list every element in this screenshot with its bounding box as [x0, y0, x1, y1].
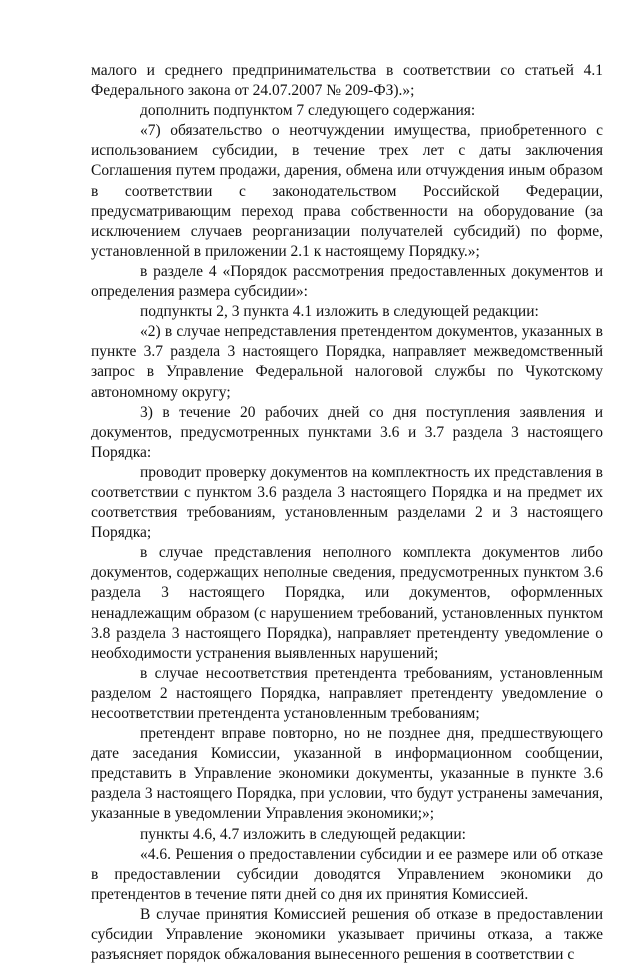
paragraph-noncompliance: в случае несоответствия претендента требованиям, установленным разделом 2 настоящего Порядка, направляет претенденту уведомление о несоответствии претендента установленным требованиям;	[91, 664, 603, 722]
paragraph-subpoint-2: «2) в случае непредставления претендентом документов, указанных в пункте 3.7 раздела 3 настоящего Порядка, направляет межведомственный запрос в Управление Федеральной налоговой службы по Чукотскому автономному округу;	[91, 323, 603, 401]
paragraph-document-check: проводит проверку документов на комплектность их представления в соответствии с пунктом 3.6 раздела 3 настоящего Порядка и на предмет их соответствия требованиям, установленным разделами 2 и 3 настоящего Порядка;	[91, 463, 603, 542]
paragraph-subpoints-2-3: подпункты 2, 3 пункта 4.1 изложить в следующей редакции:	[140, 303, 539, 321]
paragraph-resubmission: претендент вправе повторно, но не позднее дня, предшествующего дате заседания Комиссии, указанной в информационном сообщении, представить в Управление экономики документы, указанные в пункте 3.6 раздела 3 настоящего Порядка, при условии, что будут устранены замечания, указанные в уведомлении Управления экономики;»;	[91, 725, 603, 823]
paragraph-section-4: в разделе 4 «Порядок рассмотрения предоставленных документов и определения размера субсидии»:	[91, 262, 603, 301]
document-page	[91, 61, 603, 965]
paragraph-subpoint-7: «7) обязательство о неотчуждении имущества, приобретенного с использованием субсидии, в течение трех лет с даты заключения Соглашения путем продажи, дарения, обмена или отчуждения иным образом в соответствии с законодательством Российской Федерации, предусматривающим переход права собственности на оборудование (за исключением случаев реорганизации получателей субсидий) по форме, установленной в приложении 2.1 к настоящему Порядку.»;	[91, 122, 603, 260]
paragraph-add-subpoint-7: дополнить подпунктом 7 следующего содержания:	[140, 102, 476, 120]
paragraph-continuation: малого и среднего предпринимательства в соответствии со статьей 4.1 Федерального закона от 24.07.2007 № 209-ФЗ).»;	[91, 62, 603, 100]
paragraph-refusal: В случае принятия Комиссией решения об отказе в предоставлении субсидии Управление экономики указывает причины отказа, а также разъясняет порядок обжалования вынесенного решения в соответствии с	[91, 905, 603, 964]
paragraph-incomplete-set: в случае представления неполного комплекта документов либо документов, содержащих неполные сведения, предусмотренных пунктом 3.6 раздела 3 настоящего Порядка, или документов, оформленных ненадлежащим образом (с нарушением требований, установленных пунктом 3.8 раздела 3 настоящего Порядка), направляет претенденту уведомление о необходимости устранения выявленных нарушений;	[91, 544, 603, 662]
paragraph-point-4-6: «4.6. Решения о предоставлении субсидии и ее размере или об отказе в предоставлении субсидии доводятся Управлением экономики до претендентов в течение пяти дней со дня их принятия Комиссией.	[91, 845, 603, 903]
paragraph-subpoint-3: 3) в течение 20 рабочих дней со дня поступления заявления и документов, предусмотренных пунктами 3.6 и 3.7 раздела 3 настоящего Порядка:	[91, 403, 603, 461]
paragraph-points-4-6-4-7: пункты 4.6, 4.7 изложить в следующей редакции:	[140, 825, 466, 843]
